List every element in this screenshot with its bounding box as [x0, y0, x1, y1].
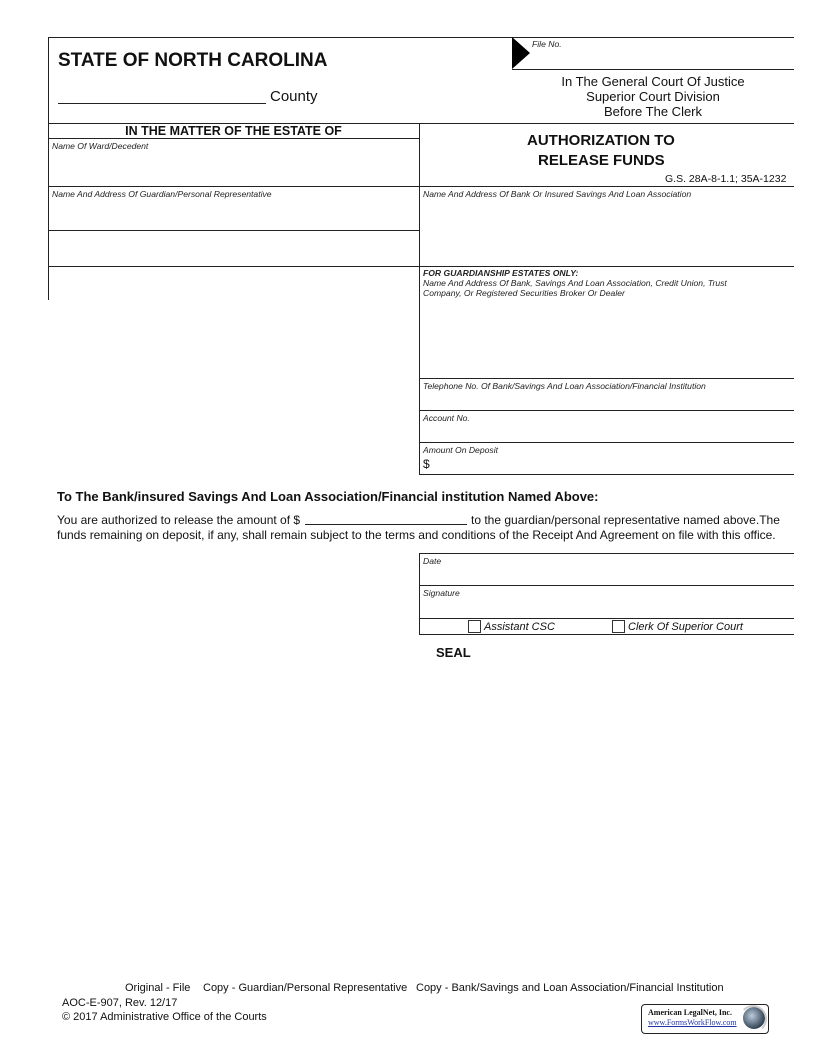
instruction-line-2: funds remaining on deposit, if any, shall remain subject to the terms and conditions of the Receipt And Agreement on file with this office. — [57, 528, 776, 542]
assistant-csc-checkbox[interactable] — [468, 620, 481, 633]
telephone-label: Telephone No. Of Bank/Savings And Loan Association/Financial Institution — [423, 381, 706, 391]
date-bottom-line — [419, 585, 794, 586]
file-no-label: File No. — [532, 39, 562, 49]
signature-label: Signature — [423, 588, 460, 598]
court-line-1: In The General Court Of Justice — [561, 74, 745, 89]
seal-label: SEAL — [436, 645, 471, 660]
guardian-label: Name And Address Of Guardian/Personal Representative — [52, 189, 272, 199]
telephone-field[interactable] — [423, 393, 791, 409]
amount-bottom-line — [419, 474, 794, 475]
title-bottom-line — [419, 186, 794, 187]
signature-bottom-line — [419, 618, 794, 619]
clerk-superior-label: Clerk Of Superior Court — [628, 621, 743, 633]
checkbox-bottom-line — [419, 634, 794, 635]
amount-dollar-sign: $ — [423, 457, 430, 471]
signature-field[interactable] — [423, 600, 791, 616]
county-label: County — [270, 88, 318, 105]
guardian-mid-line — [48, 230, 419, 231]
center-divider — [419, 123, 420, 474]
form-title-line-2: RELEASE FUNDS — [538, 152, 665, 169]
guardianship-heading: FOR GUARDIANSHIP ESTATES ONLY: — [423, 268, 579, 278]
guardian-field[interactable] — [52, 201, 416, 261]
instruction-line-1a: You are authorized to release the amount of $ — [57, 513, 301, 527]
clerk-superior-checkbox[interactable] — [612, 620, 625, 633]
guardian-bottom-line — [48, 266, 794, 267]
instruction-line-1b: to the guardian/personal representative named above.The — [471, 513, 780, 527]
logo-name: American LegalNet, Inc. — [648, 1008, 732, 1017]
file-no-underline — [512, 69, 794, 70]
copy-original: Original - File — [125, 982, 191, 994]
telephone-bottom-line — [419, 410, 794, 411]
date-top-line — [419, 553, 794, 554]
bank-label: Name And Address Of Bank Or Insured Savings And Loan Association — [423, 189, 692, 199]
file-no-field[interactable] — [532, 50, 792, 68]
court-line-2: Superior Court Division — [586, 89, 720, 104]
amount-field[interactable] — [434, 456, 790, 472]
county-underline[interactable] — [58, 103, 266, 104]
guardianship-line-2: Company, Or Registered Securities Broker Or Dealer — [423, 288, 625, 298]
guardianship-field[interactable] — [423, 300, 791, 376]
instruction-heading: To The Bank/insured Savings And Loan Association/Financial institution Named Above: — [57, 489, 599, 504]
matter-heading-underline — [48, 138, 419, 139]
court-line-3: Before The Clerk — [603, 104, 703, 119]
bank-field[interactable] — [423, 201, 791, 263]
file-no-arrow-icon — [512, 37, 530, 69]
legalnet-logo[interactable] — [641, 1004, 769, 1034]
amount-label: Amount On Deposit — [423, 445, 498, 455]
copyright: © 2017 Administrative Office of the Courts — [62, 1011, 267, 1023]
form-number: AOC-E-907, Rev. 12/17 — [62, 997, 178, 1009]
ward-bottom-line — [48, 186, 419, 187]
copy-guardian: Copy - Guardian/Personal Representative — [203, 982, 408, 994]
release-amount-underline[interactable] — [305, 524, 467, 525]
ward-label: Name Of Ward/Decedent — [52, 141, 149, 151]
date-label: Date — [423, 556, 442, 566]
guardianship-bottom-line — [419, 378, 794, 379]
guardianship-line-1: Name And Address Of Bank, Savings And Loan Association, Credit Union, Trust — [423, 278, 727, 288]
state-title: STATE OF NORTH CAROLINA — [58, 50, 328, 71]
ward-field[interactable] — [52, 153, 416, 183]
date-field[interactable] — [423, 568, 791, 584]
account-field[interactable] — [423, 425, 791, 441]
copy-bank: Copy - Bank/Savings and Loan Association/Financial Institution — [416, 982, 724, 994]
logo-url[interactable]: www.FormsWorkFlow.com — [648, 1018, 737, 1027]
top-border — [48, 37, 794, 38]
assistant-csc-label: Assistant CSC — [484, 621, 555, 633]
globe-arc-icon — [739, 1005, 767, 1033]
signature-block-left-border — [419, 553, 420, 634]
account-bottom-line — [419, 442, 794, 443]
account-label: Account No. — [423, 413, 470, 423]
left-border-top — [48, 37, 49, 300]
matter-heading: IN THE MATTER OF THE ESTATE OF — [125, 124, 342, 138]
statute-reference: G.S. 28A-8-1.1; 35A-1232 — [665, 173, 787, 185]
form-title-line-1: AUTHORIZATION TO — [527, 132, 675, 149]
